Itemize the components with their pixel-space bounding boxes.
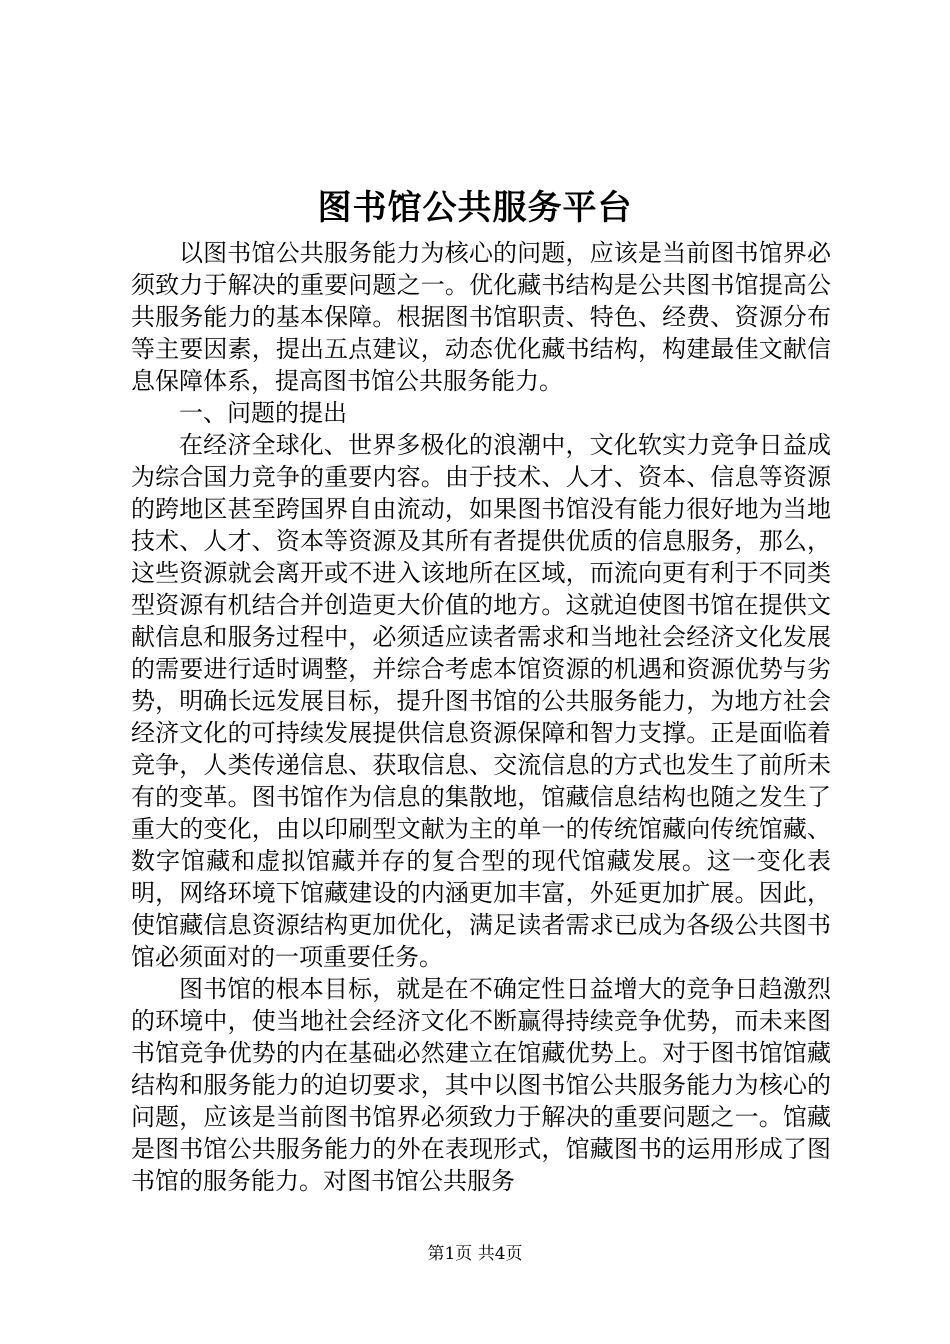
paragraph-intro: 以图书馆公共服务能力为核心的问题，应该是当前图书馆界必须致力于解决的重要问题之一。优化藏书结构是公共图书馆提高公共服务能力的基本保障。根据图书馆职责、特色、经费、资源分布等主要因素，提出五点建议，动态优化藏书结构，构建最佳文献信息保障体系，提高图书馆公共服务能力。 (131, 239, 831, 395)
page-footer: 第1页 共4页 (427, 1244, 523, 1264)
section-heading: 一、问题的提出 (179, 399, 347, 427)
paragraph-background: 在经济全球化、世界多极化的浪潮中，文化软实力竞争日益成为综合国力竞争的重要内容。由于技术、人才、资本、信息等资源的跨地区甚至跨国界自由流动，如果图书馆没有能力很好地为当地技术、人才、资本等资源及其所有者提供优质的信息服务，那么，这些资源就会离开或不进入该地所在区域，而流向更有利于不同类型资源有机结合并创造更大价值的地方。这就迫使图书馆在提供文献信息和服务过程中，必须适应读者需求和当地社会经济文化发展的需要进行适时调整，并综合考虑本馆资源的机遇和资源优势与劣势，明确长远发展目标，提升图书馆的公共服务能力，为地方社会经济文化的可持续发展提供信息资源保障和智力支撑。正是面临着竞争，人类传递信息、获取信息、交流信息的方式也发生了前所未有的变革。图书馆作为信息的集散地，馆藏信息结构也随之发生了重大的变化，由以印刷型文献为主的单一的传统馆藏向传统馆藏、数字馆藏和虚拟馆藏并存的复合型的现代馆藏发展。这一变化表明，网络环境下馆藏建设的内涵更加丰富，外延更加扩展。因此，使馆藏信息资源结构更加优化，满足读者需求已成为各级公共图书馆必须面对的一项重要任务。 (131, 431, 831, 971)
paragraph-goals: 图书馆的根本目标，就是在不确定性日益增大的竞争日趋激烈的环境中，使当地社会经济文化不断赢得持续竞争优势，而未来图书馆竞争优势的内在基础必然建立在馆藏优势上。对于图书馆馆藏结构和服务能力的迫切要求，其中以图书馆公共服务能力为核心的问题，应该是当前图书馆界必须致力于解决的重要问题之一。馆藏是图书馆公共服务能力的外在表现形式，馆藏图书的运用形成了图书馆的服务能力。对图书馆公共服务 (131, 975, 831, 1195)
document-body (131, 237, 831, 1197)
document-title: 图书馆公共服务平台 (317, 188, 633, 228)
